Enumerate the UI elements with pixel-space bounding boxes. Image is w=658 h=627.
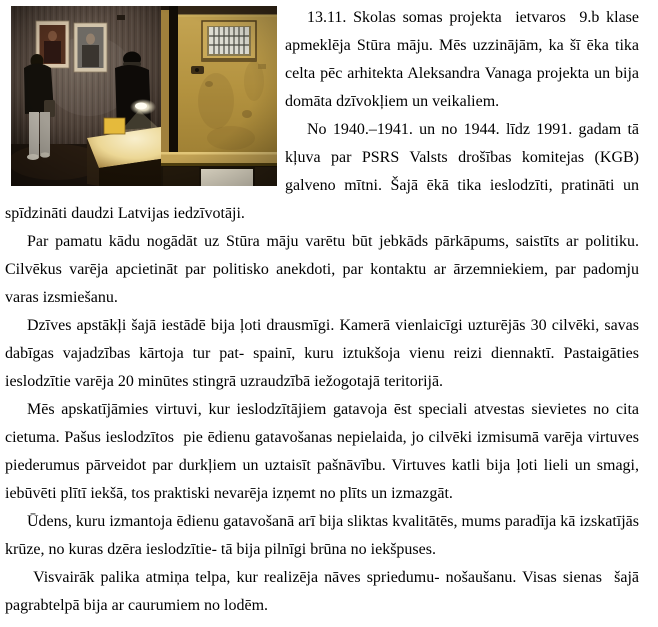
paragraph-kitchen: Mēs apskatījāmies virtuvi, kur ieslodzītājiem gatavoja ēst speciali atvestas sievietes no cita cietuma. Pašus ieslodzītos pie ēdienu gatavošanas nepielaida, jo cilvēki izmisumā varēja virtuves piederumus pārveidot par durkļiem un uztaisīt pašnāvību. Virtuves katli bija ļoti lieli un smagi, iebūvēti plītī iekšā, tos praktiski nevarēja izņemt no plīts un izmazgāt. [5, 401, 643, 502]
paragraph-history: No 1940.–1941. un no 1944. līdz 1991. gadam tā kļuva par PSRS Valsts drošības komitejas (KGB) galveno mītni. Šajā ēkā tika ieslodzīti, pratināti un spīdzināti daudzi Latvijas iedzīvotāji. [5, 121, 643, 222]
museum-photo-graphic [11, 6, 277, 186]
paragraph-intro: 13.11. Skolas somas projekta ietvaros 9.b klase apmeklēja Stūra māju. Mēs uzzinājām, ka šī ēka tika celta pēc arhitekta Aleksandra Vanaga projekta un bija domāta dzīvokļiem un veikaliem. [285, 9, 643, 110]
paragraph-memory-room: Visvairāk palika atmiņa telpa, kur realizēja nāves spriedumu- nošaušanu. Visas sienas šajā pagrabtelpā bija ar caurumiem no lodēm. [5, 569, 644, 614]
paragraph-water: Ūdens, kuru izmantoja ēdienu gatavošanā arī bija sliktas kvalitātēs, mums paradīja kā izskatījās krūze, no kuras dzēra ieslodzītie- tā bija pilnīgi brūna no iekšpuses. [5, 513, 643, 558]
paragraph-conditions: Dzīves apstākļi šajā iestādē bija ļoti drausmīgi. Kamerā vienlaicīgi uzturējās 30 cilvēki, savas dabīgas vajadzības kārtoja tur pat- spainī, kuru iztukšoja vienu reizi diennaktī. Pastaigāties ieslodzītie varēja 20 minūtes stingrā uzraudzībā iežogotajā teritorijā. [5, 317, 643, 390]
paragraph-arrests: Par pamatu kādu nogādāt uz Stūra māju varētu būt jebkāds pārkāpums, saistīts ar politiku. Cilvēkus varēja apcietināt par politisko anekdoti, par kontaktu ar ārzemniekiem, par padomju varas izsmiešanu. [5, 233, 643, 306]
museum-photo [11, 6, 277, 186]
